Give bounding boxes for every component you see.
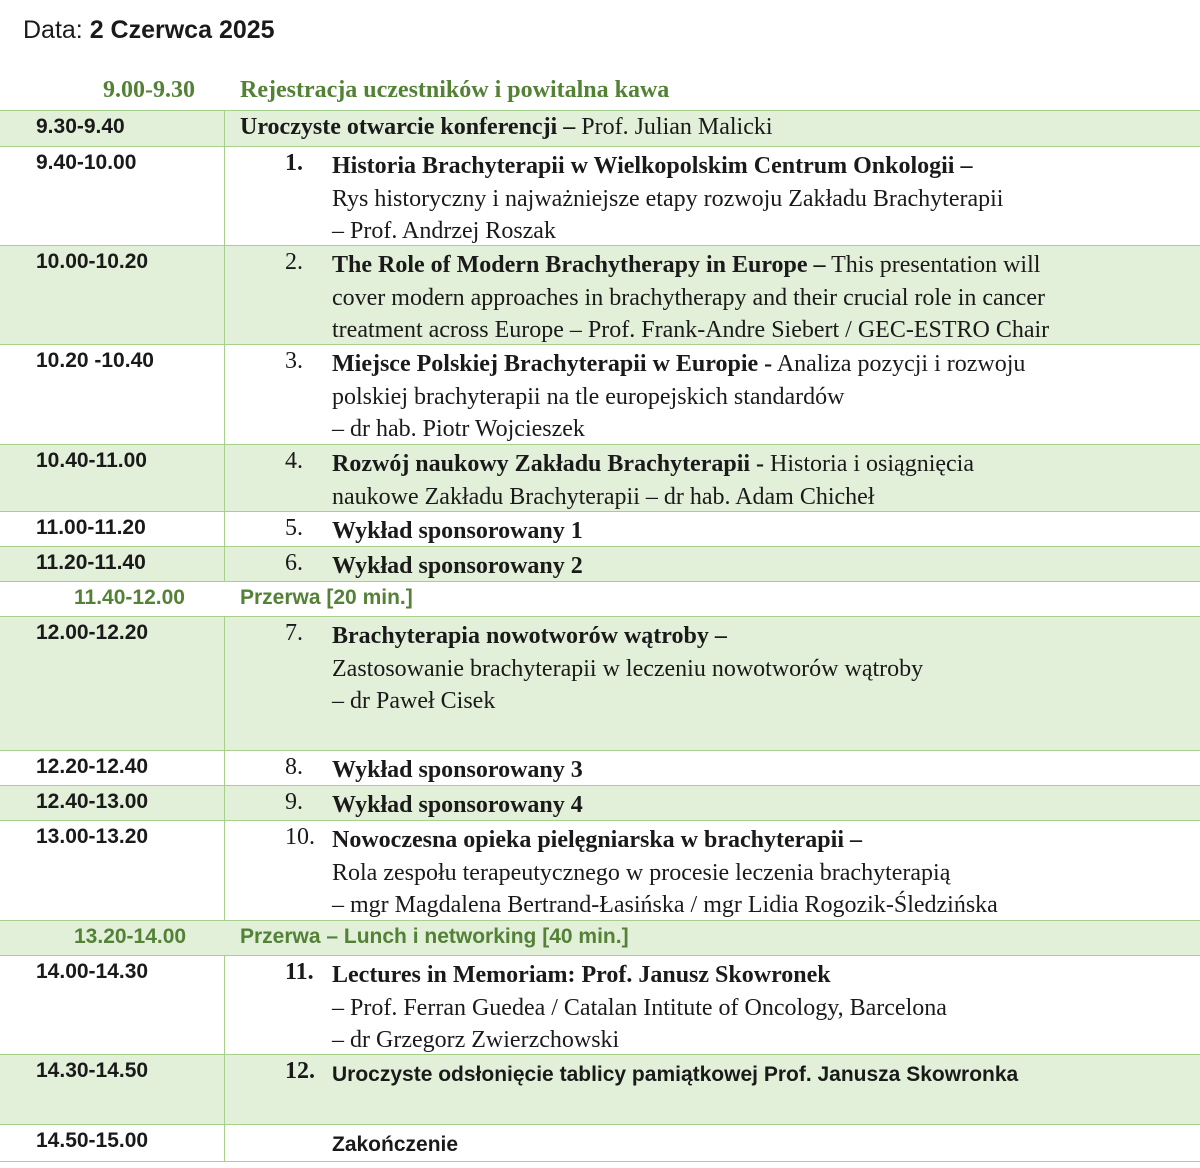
schedule-row xyxy=(0,785,1200,820)
session-description: This presentation will xyxy=(825,252,1041,278)
session-speaker: – dr Grzegorz Zwierzchowski xyxy=(332,1027,620,1053)
session-speaker: – Prof. Andrzej Roszak xyxy=(332,218,556,244)
column-divider xyxy=(224,821,225,920)
session-description: Rys historyczny i najważniejsze etapy rozwoju Zakładu Brachyterapii xyxy=(332,185,1004,212)
session-number: 5. xyxy=(285,515,303,541)
session-number: 4. xyxy=(285,448,303,474)
session-title: Historia Brachyterapii w Wielkopolskim Centrum Onkologii – xyxy=(332,153,973,179)
session-number: 7. xyxy=(285,620,303,646)
session-title: Uroczyste otwarcie konferencji – xyxy=(240,114,576,140)
session-number: 1. xyxy=(285,150,303,176)
schedule-row xyxy=(0,344,1200,444)
session-title: Lectures in Memoriam: Prof. Janusz Skowronek xyxy=(332,962,831,988)
column-divider xyxy=(224,956,225,1054)
session-description: cover modern approaches in brachytherapy and their crucial role in cancer xyxy=(332,284,1045,311)
schedule-row xyxy=(0,444,1200,511)
column-divider xyxy=(224,617,225,750)
table-bottom-border xyxy=(0,1161,1200,1162)
session-content xyxy=(332,789,1192,822)
schedule-row xyxy=(0,1054,1200,1124)
schedule-row xyxy=(0,820,1200,920)
session-number: 6. xyxy=(285,550,303,576)
session-title: Brachyterapia nowotworów wątroby – xyxy=(332,623,727,649)
schedule-row xyxy=(0,546,1200,581)
session-content xyxy=(332,348,1192,446)
session-title: Nowoczesna opieka pielęgniarska w brachyterapii – xyxy=(332,827,862,853)
time-cell: 12.00-12.20 xyxy=(36,621,149,644)
session-content xyxy=(332,620,1192,718)
session-title: Wykład sponsorowany 3 xyxy=(332,757,583,783)
time-cell: 14.30-14.50 xyxy=(36,1059,149,1082)
session-speaker: naukowe Zakładu Brachyterapii – dr hab. Adam Chicheł xyxy=(332,483,875,510)
session-title: Wykład sponsorowany 1 xyxy=(332,518,583,544)
time-cell: 10.40-11.00 xyxy=(36,449,147,472)
time-cell: 10.00-10.20 xyxy=(36,250,149,273)
schedule-row xyxy=(0,955,1200,1054)
column-divider xyxy=(224,786,225,820)
session-number: 10. xyxy=(285,824,315,850)
session-title: Rozwój naukowy Zakładu Brachyterapii - xyxy=(332,451,765,477)
session-content xyxy=(332,249,1192,347)
session-speaker: – Prof. Ferran Guedea / Catalan Intitute of Oncology, Barcelona xyxy=(332,994,947,1021)
session-title: Uroczyste odsłonięcie tablicy pamiątkowej Prof. Janusza Skowronka xyxy=(332,1063,1019,1086)
session-description: Rola zespołu terapeutycznego w procesie leczenia brachyterapią xyxy=(332,859,951,886)
session-title: Zakończenie xyxy=(332,1133,459,1156)
session-number: 8. xyxy=(285,754,303,780)
session-description: Analiza pozycji i rozwoju xyxy=(772,351,1026,377)
time-cell: 9.40-10.00 xyxy=(36,151,137,174)
column-divider xyxy=(224,345,225,444)
schedule-row xyxy=(0,581,1200,616)
session-content xyxy=(332,1059,1192,1092)
session-title: The Role of Modern Brachytherapy in Europe – xyxy=(332,252,826,278)
column-divider xyxy=(224,512,225,546)
date-label: Data: xyxy=(23,16,90,44)
session-title: Miejsce Polskiej Brachyterapii w Europie - xyxy=(332,351,773,377)
schedule-row xyxy=(0,245,1200,344)
session-title: Wykład sponsorowany 2 xyxy=(332,553,583,579)
time-cell: 14.50-15.00 xyxy=(36,1129,149,1152)
session-number: 3. xyxy=(285,348,303,374)
session-speaker: – dr Paweł Cisek xyxy=(332,688,496,714)
time-cell: 14.00-14.30 xyxy=(36,960,149,983)
session-description: polskiej brachyterapii na tle europejskich standardów xyxy=(332,383,845,410)
session-description: Historia i osiągnięcia xyxy=(764,451,974,477)
time-cell: 11.20-11.40 xyxy=(36,551,146,574)
session-content xyxy=(332,959,1192,1057)
column-divider xyxy=(224,1055,225,1124)
time-cell: 12.20-12.40 xyxy=(36,755,149,778)
time-cell: 10.20 -10.40 xyxy=(36,349,154,372)
column-divider xyxy=(224,1125,225,1161)
time-cell: 11.00-11.20 xyxy=(36,516,146,539)
schedule-row xyxy=(0,511,1200,546)
session-speaker: treatment across Europe – Prof. Frank-Andre Siebert / GEC-ESTRO Chair xyxy=(332,317,1050,343)
session-content xyxy=(332,448,1192,513)
date-value: 2 Czerwca 2025 xyxy=(89,16,275,44)
time-cell: 11.40-12.00 xyxy=(74,586,185,609)
schedule-row xyxy=(0,146,1200,245)
column-divider xyxy=(224,445,225,511)
break-title: Przerwa – Lunch i networking [40 min.] xyxy=(240,925,629,948)
session-speaker: Prof. Julian Malicki xyxy=(575,114,773,140)
time-cell: 13.20-14.00 xyxy=(74,925,187,948)
session-content xyxy=(332,1129,1192,1162)
time-cell: 9.30-9.40 xyxy=(36,115,125,138)
time-cell: 13.00-13.20 xyxy=(36,825,149,848)
schedule-row xyxy=(0,110,1200,146)
session-number: 9. xyxy=(285,789,303,815)
schedule-row xyxy=(0,1124,1200,1161)
session-content xyxy=(332,754,1192,787)
session-speaker: – mgr Magdalena Bertrand-Łasińska / mgr Lidia Rogozik-Śledzińska xyxy=(332,892,998,918)
session-content xyxy=(240,114,773,141)
schedule-row xyxy=(0,76,1200,109)
session-content xyxy=(332,550,1192,583)
column-divider xyxy=(224,547,225,581)
column-divider xyxy=(224,246,225,344)
time-cell: 12.40-13.00 xyxy=(36,790,149,813)
session-content xyxy=(332,824,1192,922)
header xyxy=(23,16,275,45)
session-number: 12. xyxy=(285,1058,315,1084)
session-number: 2. xyxy=(285,249,303,275)
session-number: 11. xyxy=(285,959,314,985)
session-title: Wykład sponsorowany 4 xyxy=(332,792,583,818)
schedule-row xyxy=(0,616,1200,750)
break-title: Przerwa [20 min.] xyxy=(240,586,413,609)
session-speaker: – dr hab. Piotr Wojcieszek xyxy=(332,416,585,442)
session-content xyxy=(332,515,1192,548)
session-description: Zastosowanie brachyterapii w leczeniu nowotworów wątroby xyxy=(332,655,924,682)
schedule-row xyxy=(0,920,1200,955)
schedule-row xyxy=(0,750,1200,785)
session-content xyxy=(332,150,1192,248)
column-divider xyxy=(224,111,225,146)
column-divider xyxy=(224,147,225,245)
column-divider xyxy=(224,751,225,785)
break-title: Rejestracja uczestników i powitalna kawa xyxy=(240,77,670,103)
time-cell: 9.00-9.30 xyxy=(103,77,195,103)
